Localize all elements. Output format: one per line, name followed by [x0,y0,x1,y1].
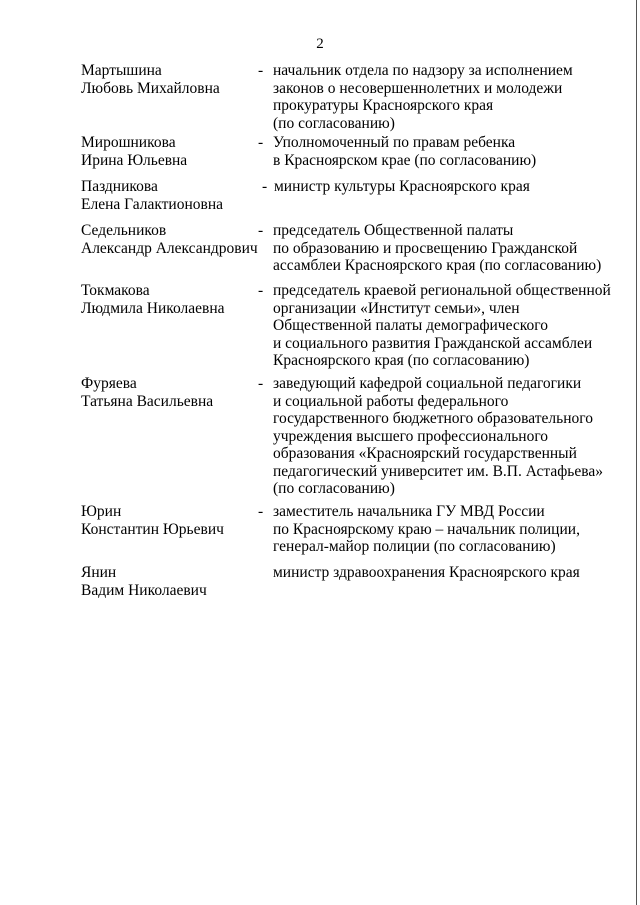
dash: - [258,134,264,151]
person-name [81,222,264,257]
surname: Паздникова [81,178,158,195]
person-name [81,62,264,97]
page-number: 2 [316,36,324,52]
person-name [81,564,261,599]
given-names: Любовь Михайловна [81,79,220,97]
description-line: Красноярского края (по согласованию) [273,352,530,369]
description-line: педагогический университет им. В.П. Астафьева» [273,462,603,480]
description-line: образования «Красноярский государственный [273,445,577,462]
dash: - [262,178,268,195]
given-names: Константин Юрьевич [81,520,224,538]
position-description [274,178,619,196]
surname: Мирошникова [81,134,176,151]
description-line: в Красноярском крае (по согласованию) [273,151,537,169]
description-line: и социального развития Гражданской ассамблеи [273,334,593,352]
given-names: Елена Галактионовна [81,195,224,213]
given-names: Александр Александрович [81,239,258,257]
surname: Мартышина [81,62,162,79]
description-line: начальник отдела по надзору за исполнением [273,62,573,79]
description-line: организации «Институт семьи», член [273,299,520,317]
dash: - [258,503,264,520]
description-line: и социальной работы федерального [273,392,509,410]
person-name [81,503,264,538]
description-line: Общественной палаты демографического [273,317,548,334]
description-line: министр здравоохранения Красноярского края [273,564,580,581]
description-line: генерал-майор полиции (по согласованию) [273,538,556,555]
dash: - [258,375,264,392]
description-line: учреждения высшего профессионального [273,427,549,445]
dash: - [258,282,264,299]
description-line: прокуратуры Красноярского края [273,97,494,114]
position-description [273,282,618,370]
position-description [273,134,618,169]
surname: Седельников [81,222,167,239]
surname: Юрин [81,503,122,520]
description-line: по образованию и просвещению Гражданской [273,239,578,257]
description-line: председатель Общественной палаты [273,222,514,239]
dash: - [258,62,264,79]
given-names: Ирина Юльевна [81,151,188,169]
surname: Токмакова [81,282,150,299]
person-name [81,178,261,213]
description-line: государственного бюджетного образовательного [273,410,593,427]
position-description [273,62,618,132]
position-description [273,222,618,275]
description-line: заведующий кафедрой социальной педагогики [273,375,582,392]
description-line: законов о несовершеннолетних и молодежи [273,79,563,97]
description-line: Уполномоченный по правам ребенка [273,134,516,151]
position-description [273,503,618,556]
person-name [81,134,264,169]
position-description [273,564,618,582]
description-line: ассамблеи Красноярского края (по согласованию) [273,257,602,274]
description-line: министр культуры Красноярского края [274,178,530,195]
scan-edge-line [636,0,637,905]
dash: - [258,222,264,239]
description-line: председатель краевой региональной общественной [273,282,611,299]
given-names: Людмила Николаевна [81,299,225,317]
description-line: заместитель начальника ГУ МВД России [273,503,545,520]
description-line: (по согласованию) [273,480,395,497]
person-name [81,375,264,410]
position-description [273,375,618,498]
description-line: (по согласованию) [273,114,395,132]
person-name [81,282,264,317]
surname: Янин [81,564,117,581]
given-names: Вадим Николаевич [81,581,207,599]
surname: Фуряева [81,375,137,392]
description-line: по Красноярскому краю – начальник полиции, [273,520,580,538]
given-names: Татьяна Васильевна [81,392,214,410]
